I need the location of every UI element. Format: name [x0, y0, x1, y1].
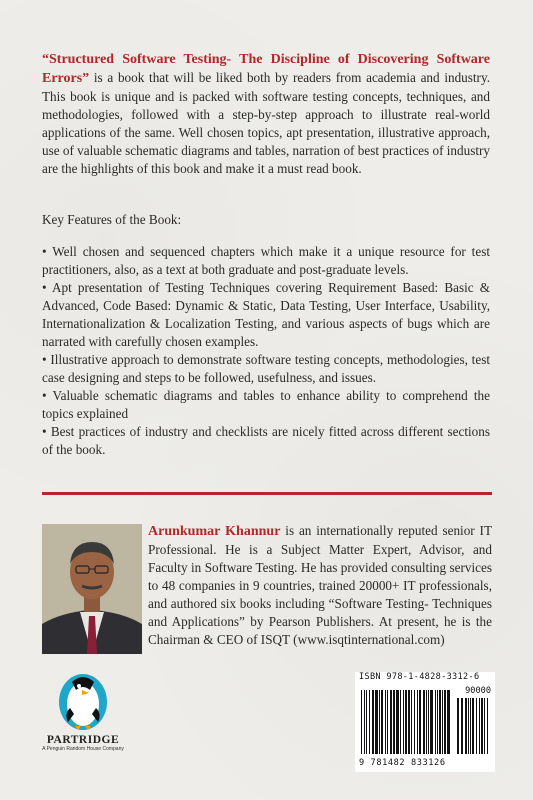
author-bio — [148, 522, 492, 649]
feature-item: • Well chosen and sequenced chapters which make it a unique resource for test practitioners, also, as a text at both graduate and post-graduate levels. — [42, 244, 490, 277]
intro-paragraph — [42, 50, 490, 178]
publisher-name: PARTRIDGE — [46, 734, 120, 746]
red-divider — [42, 492, 492, 495]
feature-item: • Apt presentation of Testing Techniques covering Requirement Based: Basic & Advanced, Code Based: Dynamic & Static, Data Testing, User Interface, Usability, Internationalization & Localization Testing, and various aspects of bugs which are narrated with carefully chosen examples. — [42, 280, 490, 349]
author-photo — [42, 524, 142, 654]
feature-item: • Illustrative approach to demonstrate software testing concepts, methodologies, test case designing and steps to be followed, usefulness, and issues. — [42, 352, 490, 385]
price-code: 90000 — [465, 686, 491, 696]
feature-item: • Valuable schematic diagrams and tables to enhance ability to comprehend the topics explained — [42, 388, 490, 421]
key-features-list — [42, 243, 490, 459]
publisher-tagline: A Penguin Random House Company — [42, 746, 124, 752]
ean-digits: 9 781482 833126 — [359, 758, 446, 768]
isbn-barcode — [355, 672, 495, 772]
book-title: “Structured Software Testing- The Discipline of Discovering Software Errors” — [42, 52, 490, 86]
feature-item: • Best practices of industry and checklists are nicely fitted across different sections of the book. — [42, 424, 490, 457]
publisher-logo — [38, 668, 128, 768]
key-features-heading: Key Features of the Book: — [42, 212, 182, 227]
author-bio-text: is an internationally reputed senior IT Professional. He is a Subject Matter Expert, Advisor, and Faculty in Software Testing. He has provided consulting services to 48 companies in 9 countries, trained 20000+ IT professionals, and authored six books including “Software Testing- Techniques and Applications” by Pearson Publishers. At present, he is the Chairman & CEO of ISQT (www.isqtinternational.com) — [148, 523, 492, 647]
isbn-label: ISBN 978-1-4828-3312-6 — [359, 672, 480, 682]
author-name: Arunkumar Khannur — [148, 524, 281, 539]
penguin-icon — [56, 668, 110, 732]
intro-body: is a book that will be liked both by readers from academia and industry. This book is unique and is packed with software testing concepts, techniques, and methodologies, followed with a step-by-step approach to illustrate real-world applications of the same. Well chosen topics, apt presentation, illustrative approach, use of valuable schematic diagrams and tables, narration of best practices of industry are the highlights of this book and make it a must read book. — [42, 70, 490, 176]
